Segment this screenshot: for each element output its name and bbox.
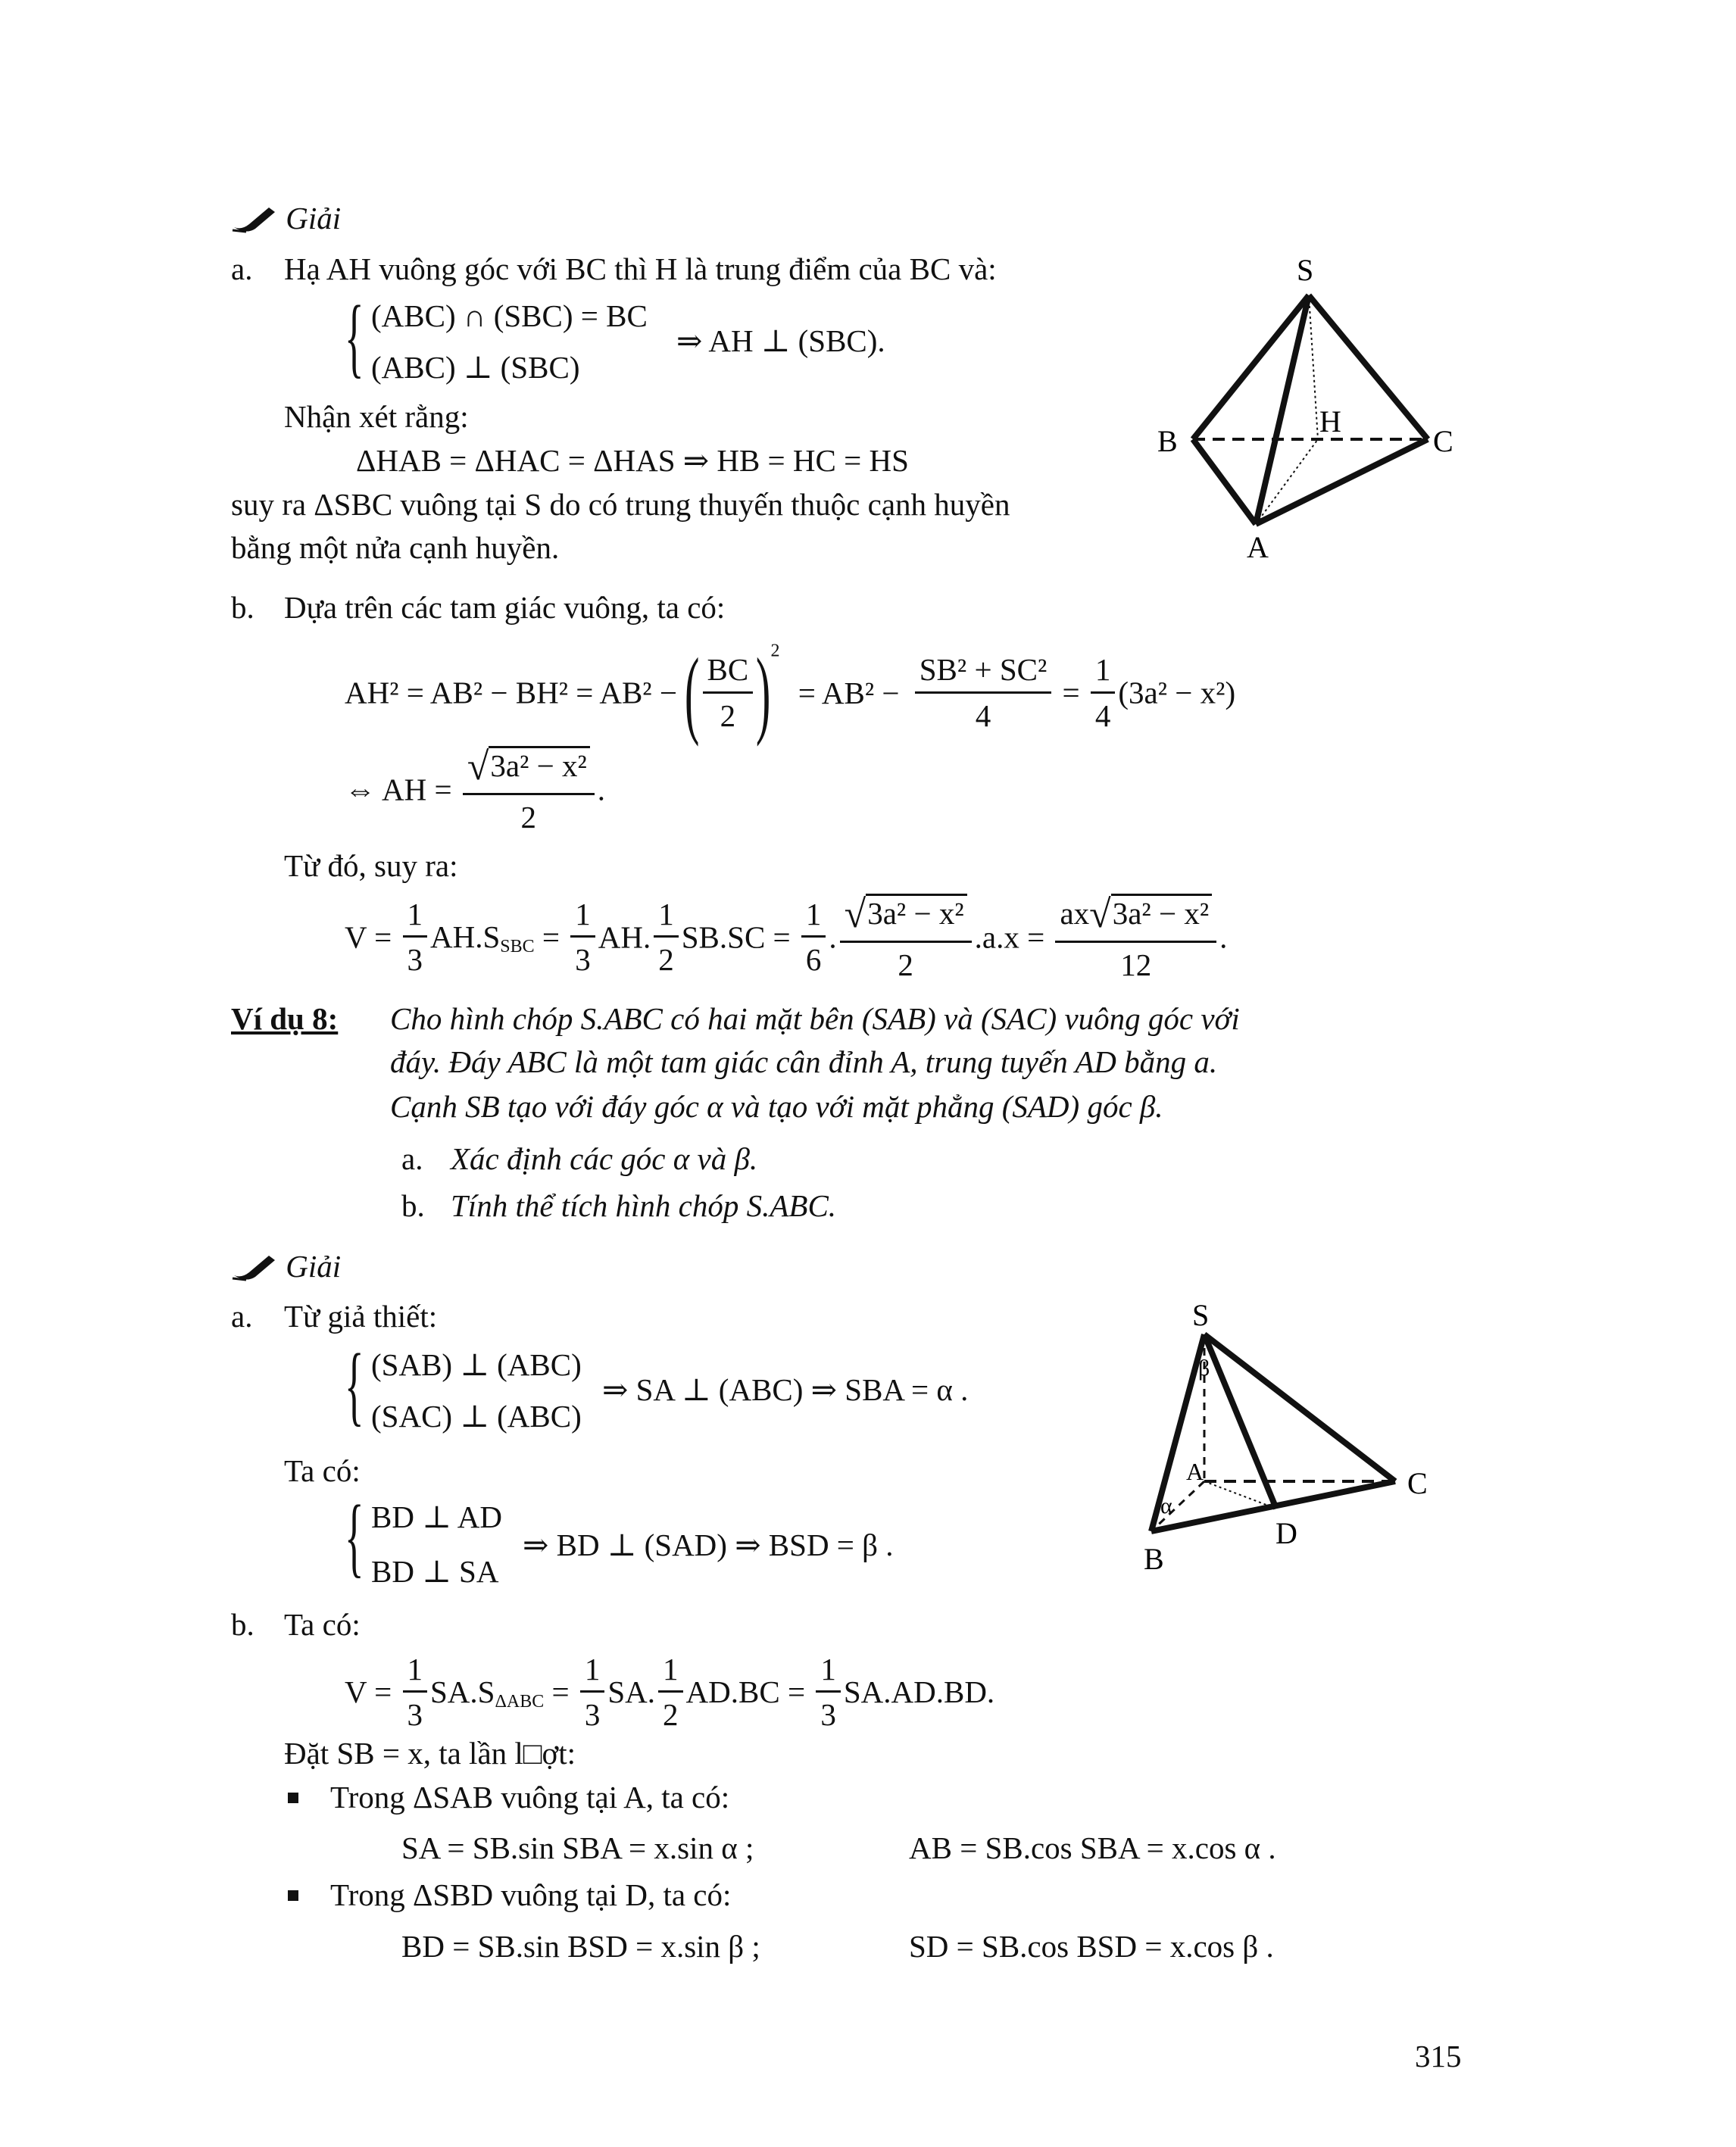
v-eq2: = [542,919,560,955]
segment-SH [1309,295,1318,439]
label-alpha: α [1160,1493,1172,1518]
frac-sqrt-2: $\frac{\text{√3a² − x²}}{2}$ [463,746,595,834]
s1-tu-do: Từ đó, suy ra: [284,848,458,883]
s1-sys-result: ⇒ AH ⊥ (SBC). [676,323,885,358]
eq2-dot: . [597,772,606,807]
frac-1-3-b: $\frac{1}{3}$ [570,898,595,976]
label-A: A [1186,1458,1204,1485]
s2-system1-brace: { [345,1335,364,1434]
frac-sqrt-2b: $\frac{\text{√3a² − x²}}{2}$ [840,894,972,981]
example8-label: Ví dụ 8: [231,1001,339,1036]
s1-eq-ah [345,746,605,834]
s2-eq-sa: SA = SB.sin SBA = x.sin α ; [401,1830,754,1865]
v-sbsc: SB.SC = [681,919,791,955]
edge-BC [1151,1481,1395,1531]
s1-nhan-xet: Nhận xét rằng: [284,399,469,434]
s2-sys2-line2: BD ⊥ SA [371,1554,499,1589]
s1-a-marker: a. [231,251,253,286]
label-C: C [1433,424,1453,458]
frac-1-6: $\frac{1}{6}$ [801,898,826,976]
frac-1-4: $\frac{1}{4}$ [1091,654,1116,732]
label-S: S [1297,253,1314,287]
s2-sys1-line2: (SAC) ⊥ (ABC) [371,1399,582,1434]
frac-1-2-c: $\frac{1}{2}$ [658,1653,683,1731]
label-C: C [1407,1466,1428,1500]
page-number: 315 [1415,2039,1462,2074]
label-B: B [1157,424,1178,458]
v-end: . [1219,919,1228,955]
v-adbc: AD.BC = [685,1674,806,1710]
v-eq: = [551,1674,570,1710]
s1-b-intro: Dựa trên các tam giác vuông, ta có: [284,590,726,625]
s2-b-taco: Ta có: [284,1607,361,1642]
paren-right: ) [756,638,771,747]
pen-writing-icon [231,204,278,233]
example8-line3: Cạnh SB tạo với đáy góc α và tạo với mặt phẳng (SAD) góc β. [390,1089,1163,1124]
bullet-icon [288,1793,298,1803]
v-left: V = [345,1674,392,1710]
frac-1-3-d: $\frac{1}{3}$ [816,1653,841,1731]
figure-pyramid-1 [1144,253,1453,591]
eq1-eq: = [1062,675,1080,710]
label-H: H [1319,404,1341,438]
example8-line1: Cho hình chóp S.ABC có hai mặt bên (SAB) và (SAC) vuông góc với [390,1001,1240,1036]
eq2-left: ⇔ AH = [345,772,452,807]
s2-sys2-line1: BD ⊥ AD [371,1499,502,1534]
frac-1-3-a: $\frac{1}{3}$ [403,898,428,976]
s1-sys-line1: (ABC) ∩ (SBC) = BC [371,298,648,333]
s2-volume-eq [345,1653,994,1731]
v-left: V = [345,919,392,955]
example8-qa-marker: a. [401,1141,423,1176]
s1-volume-eq [345,894,1227,981]
example8-qb-marker: b. [401,1188,425,1223]
eq1-tail: (3a² − x²) [1118,675,1236,710]
v-ahs: $AH.S_{SBC}$ [430,919,535,957]
s2-eq-sd: SD = SB.cos BSD = x.cos β . [909,1929,1274,1964]
s2-dat: Đặt SB = x, ta lần l□ợt: [284,1736,576,1771]
v-sa: SA. [607,1674,656,1710]
eq1-mid: = AB² − [798,675,900,710]
edge-AC [1256,439,1428,524]
v-ah: AH. [598,919,651,955]
giai-label: Giải [286,1249,342,1284]
s2-a-intro: Từ giả thiết: [284,1299,438,1334]
s2-system2-brace: { [345,1487,364,1586]
s1-conclusion-2: bằng một nửa cạnh huyền. [231,530,560,565]
edge-AB [1193,439,1256,524]
label-S: S [1192,1298,1210,1332]
s1-system-brace: { [345,287,364,386]
s2-bullet2: Trong ΔSBD vuông tại D, ta có: [288,1880,731,1911]
v-ax: .a.x = [974,919,1045,955]
eq1-left: AH² = AB² − BH² = AB² − [345,675,677,710]
bullet-icon [288,1890,298,1901]
s2-b-marker: b. [231,1607,254,1642]
frac-1-2-c: $\frac{1}{2}$ [654,898,679,976]
s2-sys1-result: ⇒ SA ⊥ (ABC) ⇒ SBA = α . [602,1372,969,1407]
v-dot: . [829,919,837,955]
frac-1-3-a: $\frac{1}{3}$ [403,1653,428,1731]
s2-sys1-line1: (SAB) ⊥ (ABC) [371,1347,582,1382]
s1-conclusion-1: suy ra ΔSBC vuông tại S do có trung thuyến thuộc cạnh huyền [231,487,1010,522]
frac-bc-2: $\frac{BC}{2}$ [703,654,754,732]
s1-sys-line2: (ABC) ⊥ (SBC) [371,350,580,385]
frac-sb-sc-4: $\frac{\text{SB² + SC²}}{4}$ [915,654,1052,732]
example8-qb: Tính thể tích hình chóp S.ABC. [451,1188,837,1223]
label-D: D [1275,1516,1297,1550]
figure-pyramid-2 [1129,1298,1447,1590]
giai-label: Giải [286,201,342,236]
s2-a-marker: a. [231,1299,253,1334]
example8-line2: đáy. Đáy ABC là một tam giác cân đỉnh A, trung tuyến AD bằng a. [390,1044,1218,1079]
frac-1-3-b: $\frac{1}{3}$ [580,1653,605,1731]
s1-triangles: ΔHAB = ΔHAC = ΔHAS ⇒ HB = HC = HS [356,443,909,478]
frac-result-12: $\frac{\text{ax√3a² − x²}}{12}$ [1055,894,1216,981]
s1-a-intro: Hạ AH vuông góc với BC thì H là trung điểm của BC và: [284,251,997,286]
paren-left: ( [685,638,700,747]
s2-sys2-result: ⇒ BD ⊥ (SAD) ⇒ BSD = β . [523,1528,894,1562]
s2-eq-ab: AB = SB.cos SBA = x.cos α . [909,1830,1276,1865]
pen-writing-icon [231,1253,278,1281]
s1-eq-ah2 [345,638,1236,747]
label-B: B [1144,1542,1164,1576]
giai-heading-1 [231,203,341,234]
s1-b-marker: b. [231,590,254,625]
v-tail: SA.AD.BD. [843,1674,995,1710]
edge-SB [1151,1334,1204,1531]
s2-bullet1: Trong ΔSAB vuông tại A, ta có: [288,1782,729,1813]
giai-heading-2 [231,1251,341,1282]
s2-taco: Ta có: [284,1453,361,1488]
eq1-square: 2 [770,641,780,661]
label-A: A [1247,530,1269,564]
label-beta: β [1198,1356,1210,1381]
s2-eq-bd: BD = SB.sin BSD = x.sin β ; [401,1929,760,1964]
example8-qa: Xác định các góc α và β. [451,1141,758,1176]
v-sas: $SA.S_{\Delta ABC}$ [430,1674,545,1712]
